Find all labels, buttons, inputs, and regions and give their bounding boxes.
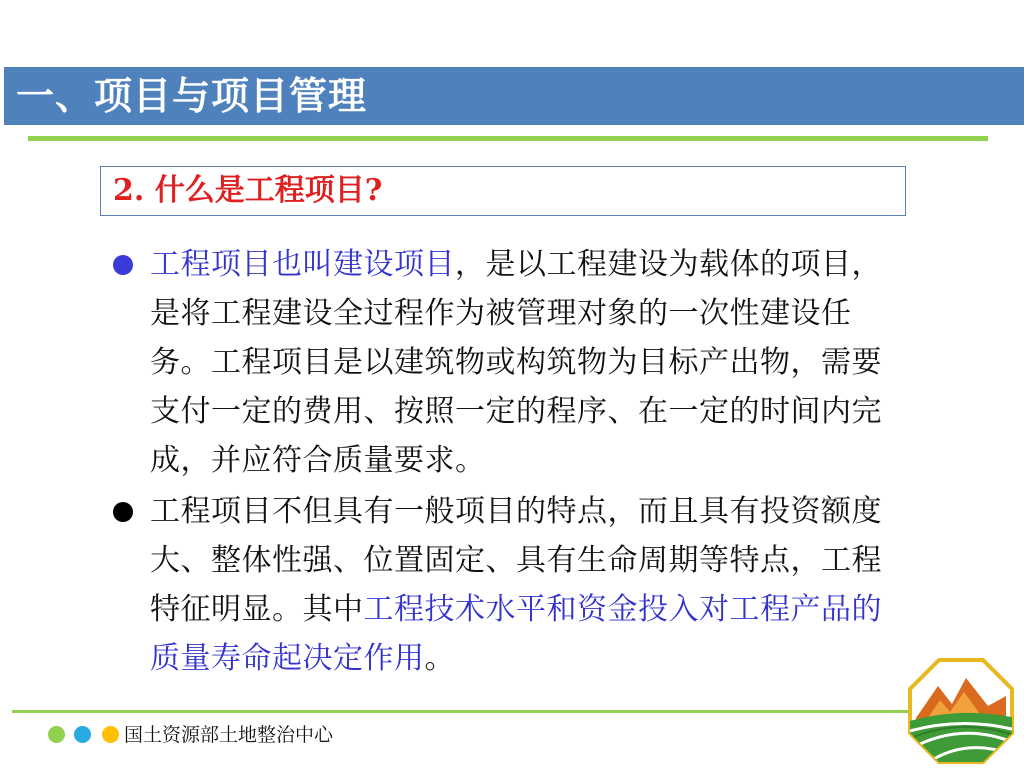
top-divider — [28, 136, 988, 141]
paragraph-1-text: ，是以工程建设为载体的项目，是将工程建设全过程作为被管理对象的一次性建设任务。工程项目是以建筑物或构筑物为目标产出物，需要支付一定的费用、按照一定的程序、在一定的时间内完成，并应符合质量要求。 — [150, 247, 882, 478]
footer-dot-yellow-icon — [102, 726, 119, 743]
paragraph-2 — [150, 487, 902, 683]
footer-dot-blue-icon — [74, 726, 91, 743]
bullet-black-circle-icon — [113, 502, 133, 522]
land-logo-icon — [906, 656, 1016, 766]
page-title: 一、项目与项目管理 — [16, 74, 368, 118]
subtitle-box — [100, 166, 906, 216]
bullet-blue-circle-icon — [113, 255, 133, 275]
footer-dot-green-icon — [48, 726, 65, 743]
paragraph-1-highlight: 工程项目也叫建设项目 — [150, 247, 455, 282]
title-bar — [4, 67, 1024, 125]
paragraph-2-text: 工程项目不但具有一般项目的特点，而且具有投资额度大、整体性强、位置固定、具有生命周期等特点，工程特征明显。其中 — [150, 494, 882, 627]
paragraph-2-highlight: 工程技术水平和资金投入对工程产品的质量寿命起决定作用 — [150, 592, 882, 676]
footer-org-name: 国土资源部土地整治中心 — [124, 724, 334, 746]
subtitle-text: 2. 什么是工程项目? — [113, 173, 383, 208]
paragraph-1 — [150, 240, 902, 485]
paragraph-2-tail: 。 — [424, 641, 455, 676]
bottom-divider — [12, 710, 914, 713]
